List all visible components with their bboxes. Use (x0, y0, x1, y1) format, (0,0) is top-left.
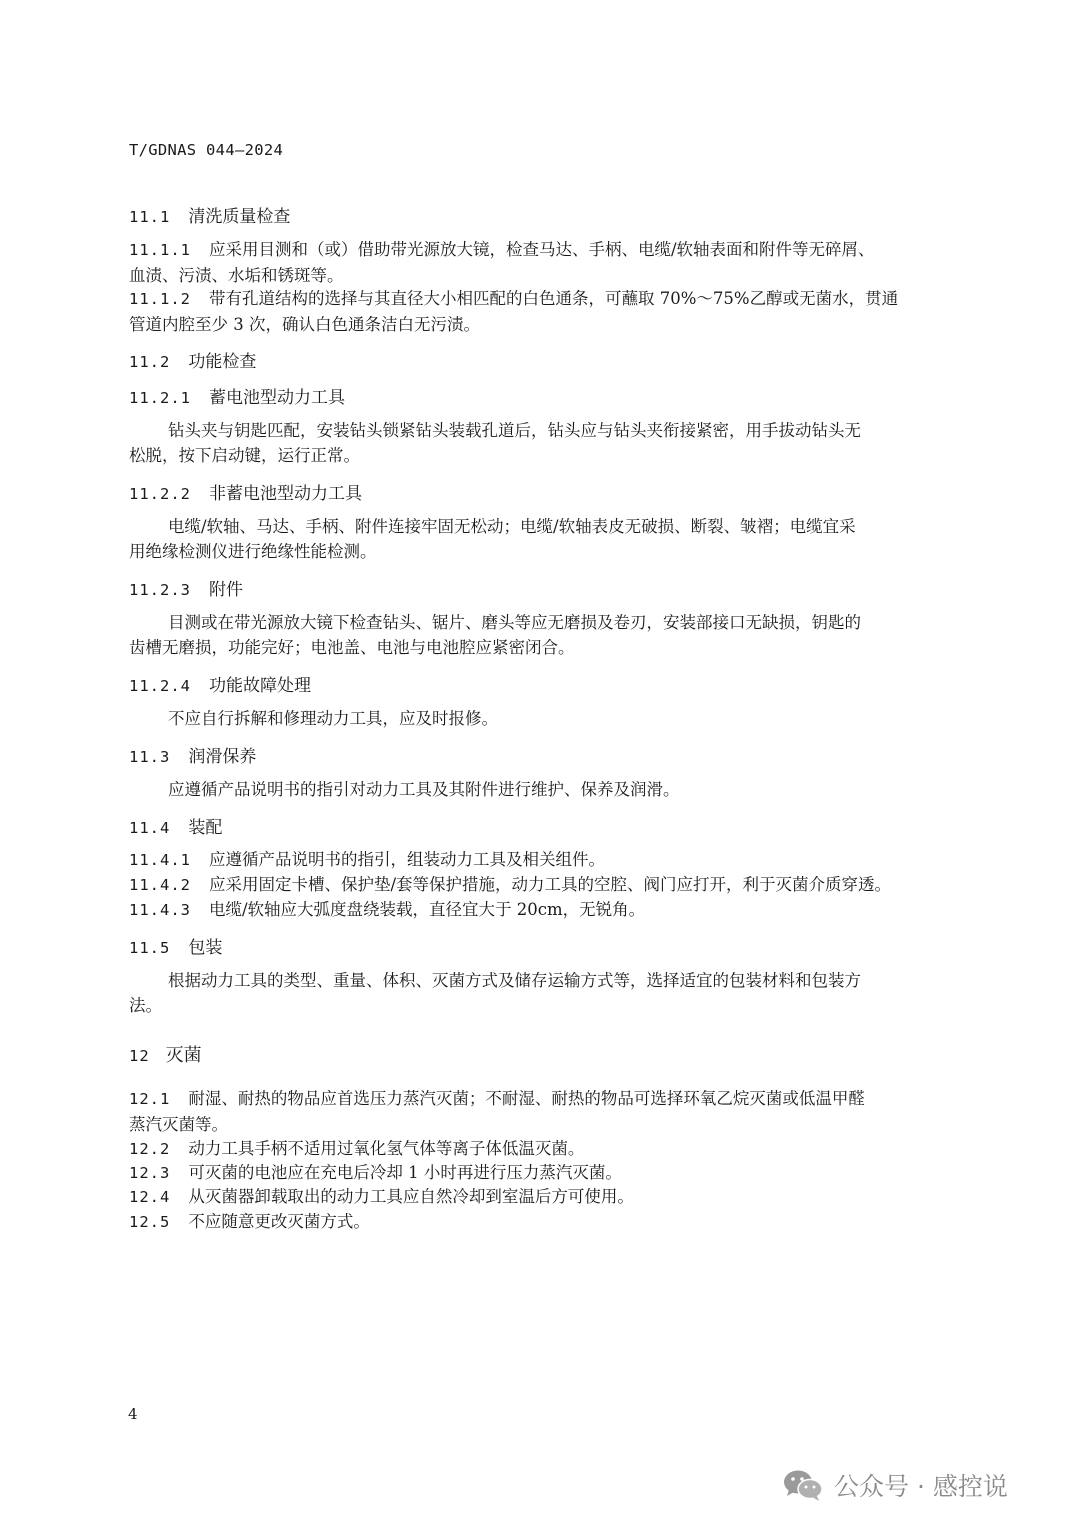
clause-text: 耐湿、耐热的物品应首选压力蒸汽灭菌；不耐湿、耐热的物品可选择环氧乙烷灭菌或低温甲醛 (188, 1089, 865, 1108)
section-title: 功能故障处理 (209, 676, 311, 696)
clause-text-continued: 血渍、污渍、水垢和锈斑等。 (129, 266, 344, 285)
section-number: 11.2.1 (129, 389, 191, 407)
standard-code: T/GDNAS 044—2024 (129, 141, 284, 159)
paragraph-11-4-2 (129, 872, 989, 898)
clause-number: 12.1 (129, 1090, 171, 1108)
paragraph-11-1-2 (129, 286, 989, 337)
clause-text: 动力工具手柄不适用过氧化氢气体等离子体低温灭菌。 (188, 1139, 585, 1158)
paragraph-line: 松脱，按下启动键，运行正常。 (129, 446, 360, 465)
paragraph-line: 应遵循产品说明书的指引对动力工具及其附件进行维护、保养及润滑。 (168, 780, 680, 799)
page-number: 4 (128, 1405, 138, 1423)
clause-number: 11.4.2 (129, 876, 191, 894)
watermark-text: 公众号 · 感控说 (834, 1472, 1008, 1501)
heading-11-1 (129, 202, 290, 227)
heading-11-5 (129, 933, 222, 958)
clause-text: 应采用固定卡槽、保护垫/套等保护措施，动力工具的空腔、阀门应打开，利于灭菌介质穿透。 (209, 875, 892, 894)
heading-11-2-2 (129, 479, 362, 504)
section-title: 润滑保养 (188, 747, 257, 767)
clause-text-continued: 蒸汽灭菌等。 (129, 1115, 228, 1134)
paragraph-11-4-3 (129, 897, 989, 923)
section-title: 附件 (209, 580, 243, 600)
paragraph-11-4-1 (129, 847, 989, 873)
wechat-icon (782, 1468, 824, 1502)
paragraph-11-2-1 (129, 418, 989, 468)
section-title: 非蓄电池型动力工具 (209, 484, 362, 504)
heading-11-2-4 (129, 671, 311, 696)
heading-11-4 (129, 813, 222, 838)
clause-number: 12.4 (129, 1188, 171, 1206)
clause-text: 从灭菌器卸载取出的动力工具应自然冷却到室温后方可使用。 (188, 1187, 634, 1206)
paragraph-11-2-4 (129, 706, 989, 731)
paragraph-line: 电缆/软轴、马达、手柄、附件连接牢固无松动；电缆/软轴表皮无破损、断裂、皱褶；电缆宜采 (168, 517, 856, 536)
clause-number: 12.3 (129, 1164, 171, 1182)
heading-11-2-1 (129, 383, 345, 408)
section-number: 11.2.3 (129, 581, 191, 599)
paragraph-11-5 (129, 968, 989, 1018)
paragraph-11-3 (129, 777, 989, 802)
section-title: 包装 (188, 938, 223, 958)
paragraph-line: 用绝缘检测仪进行绝缘性能检测。 (129, 542, 377, 561)
paragraph-12-4 (129, 1184, 989, 1210)
section-number: 11.4 (129, 819, 171, 837)
paragraph-line: 法。 (129, 996, 162, 1015)
section-number: 11.2.4 (129, 677, 191, 695)
paragraph-12-5 (129, 1209, 989, 1235)
heading-12 (129, 1041, 202, 1067)
clause-text: 不应随意更改灭菌方式。 (188, 1212, 370, 1231)
section-number: 11.2.2 (129, 485, 191, 503)
paragraph-line: 不应自行拆解和修理动力工具，应及时报修。 (168, 709, 498, 728)
clause-number: 11.4.1 (129, 851, 191, 869)
paragraph-12-3 (129, 1160, 989, 1186)
section-number: 11.3 (129, 748, 171, 766)
section-title: 清洗质量检查 (188, 207, 291, 227)
paragraph-line: 目测或在带光源放大镜下检查钻头、锯片、磨头等应无磨损及卷刃，安装部接口无缺损，钥匙的 (168, 613, 861, 632)
clause-text: 电缆/软轴应大弧度盘绕装载，直径宜大于 20cm，无锐角。 (209, 900, 646, 919)
wechat-watermark (782, 1465, 1008, 1505)
heading-11-3 (129, 742, 256, 767)
clause-number: 12.5 (129, 1213, 171, 1231)
clause-text-continued: 管道内腔至少 3 次，确认白色通条洁白无污渍。 (129, 315, 480, 334)
paragraph-line: 齿槽无磨损，功能完好；电池盖、电池与电池腔应紧密闭合。 (129, 638, 575, 657)
clause-number: 11.4.3 (129, 901, 191, 919)
paragraph-line: 钻头夹与钥匙匹配，安装钻头锁紧钻头装载孔道后，钻头应与钻头夹衔接紧密，用手拔动钻头无 (168, 421, 861, 440)
clause-number: 11.1.2 (129, 290, 191, 308)
paragraph-11-2-2 (129, 514, 989, 564)
heading-11-2 (129, 347, 256, 372)
section-number: 11.2 (129, 353, 171, 371)
heading-11-2-3 (129, 575, 243, 600)
section-title: 蓄电池型动力工具 (209, 388, 345, 408)
clause-text: 应遵循产品说明书的指引，组装动力工具及相关组件。 (209, 850, 605, 869)
clause-text: 应采用目测和（或）借助带光源放大镜，检查马达、手柄、电缆/软轴表面和附件等无碎屑、 (209, 240, 875, 259)
clause-text: 带有孔道结构的选择与其直径大小相匹配的白色通条，可蘸取 70%～75%乙醇或无菌水，贯通 (209, 289, 899, 308)
paragraph-11-1-1 (129, 237, 989, 288)
chapter-number: 12 (129, 1047, 150, 1065)
paragraph-line: 根据动力工具的类型、重量、体积、灭菌方式及储存运输方式等，选择适宜的包装材料和包装方 (168, 971, 861, 990)
section-number: 11.5 (129, 939, 171, 957)
paragraph-12-2 (129, 1136, 989, 1162)
clause-number: 12.2 (129, 1140, 171, 1158)
section-title: 功能检查 (188, 352, 257, 372)
clause-number: 11.1.1 (129, 241, 191, 259)
chapter-title: 灭菌 (165, 1045, 202, 1066)
clause-text: 可灭菌的电池应在充电后冷却 1 小时再进行压力蒸汽灭菌。 (188, 1163, 622, 1182)
section-title: 装配 (188, 818, 223, 838)
paragraph-11-2-3 (129, 610, 989, 660)
paragraph-12-1 (129, 1086, 989, 1137)
section-number: 11.1 (129, 208, 171, 226)
